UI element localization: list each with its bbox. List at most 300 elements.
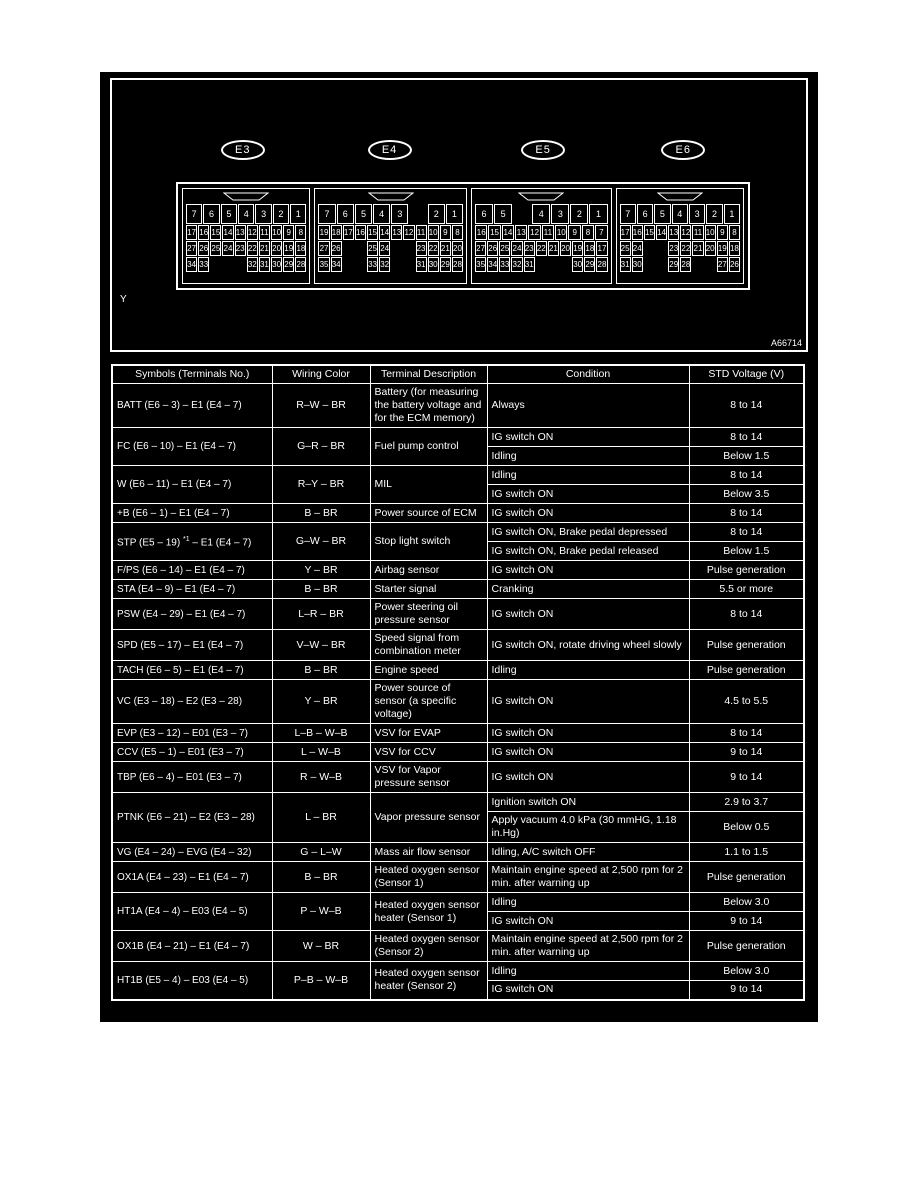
pin-e3-7: 7 xyxy=(186,204,202,224)
table-row xyxy=(112,384,804,428)
symbol-cell: HT1A (E4 – 4) – E03 (E4 – 5) xyxy=(112,893,272,931)
symbol-cell: TACH (E6 – 5) – E1 (E4 – 7) xyxy=(112,661,272,680)
pin-e5-12: 12 xyxy=(528,225,540,240)
pin-e5-18: 18 xyxy=(584,241,595,256)
table-row xyxy=(112,599,804,630)
description-cell: Heated oxygen sensor heater (Sensor 1) xyxy=(370,893,487,931)
pin-e6-30: 30 xyxy=(632,257,643,272)
pin-row xyxy=(318,241,463,256)
pin-e6-5: 5 xyxy=(654,204,670,224)
pin-e6-29: 29 xyxy=(668,257,679,272)
pin-row xyxy=(475,241,608,256)
connector-latch-icon xyxy=(657,192,703,201)
connector-diagram xyxy=(110,78,808,352)
wiring-color-cell: G–W – BR xyxy=(272,523,370,561)
pin-e6-15: 15 xyxy=(644,225,655,240)
pin-e5-34: 34 xyxy=(487,257,498,272)
pin-e3-6: 6 xyxy=(203,204,219,224)
voltage-cell: Below 3.0 xyxy=(689,962,804,981)
pin-e6-11: 11 xyxy=(692,225,703,240)
pin-e3-32: 32 xyxy=(247,257,258,272)
column-header-symbols: Symbols (Terminals No.) xyxy=(112,365,272,384)
symbol-cell: CCV (E5 – 1) – E01 (E3 – 7) xyxy=(112,743,272,762)
condition-cell: Idling, A/C switch OFF xyxy=(487,843,689,862)
pin-e4-31: 31 xyxy=(416,257,427,272)
symbol-cell: VG (E4 – 24) – EVG (E4 – 32) xyxy=(112,843,272,862)
condition-cell: IG switch ON, Brake pedal released xyxy=(487,542,689,561)
condition-cell: IG switch ON xyxy=(487,724,689,743)
pin-e6-7: 7 xyxy=(620,204,636,224)
condition-cell: Idling xyxy=(487,447,689,466)
pin-e5-19: 19 xyxy=(572,241,583,256)
condition-cell: IG switch ON xyxy=(487,561,689,580)
pin-e5-30: 30 xyxy=(572,257,583,272)
pin-row xyxy=(318,225,463,240)
pin-e3-12: 12 xyxy=(247,225,258,240)
wiring-color-cell: W – BR xyxy=(272,931,370,962)
wiring-color-cell: L – BR xyxy=(272,793,370,843)
wiring-color-cell: B – BR xyxy=(272,504,370,523)
connector-latch-icon xyxy=(518,192,564,201)
condition-cell: Maintain engine speed at 2,500 rpm for 2 min. after warning up xyxy=(487,862,689,893)
pin-e5-11: 11 xyxy=(542,225,554,240)
pin-e6-13: 13 xyxy=(668,225,679,240)
pin-row xyxy=(620,241,740,256)
pin-e3-27: 27 xyxy=(186,241,197,256)
pin-e3-10: 10 xyxy=(271,225,282,240)
column-header-terminal-description: Terminal Description xyxy=(370,365,487,384)
pin-e4-22: 22 xyxy=(428,241,439,256)
symbol-cell: OX1A (E4 – 23) – E1 (E4 – 7) xyxy=(112,862,272,893)
pin-row xyxy=(318,204,463,224)
table-header-row xyxy=(112,365,804,384)
table-row xyxy=(112,504,804,523)
symbol-cell: BATT (E6 – 3) – E1 (E4 – 7) xyxy=(112,384,272,428)
pin-e5-35: 35 xyxy=(475,257,486,272)
pin-e6-18: 18 xyxy=(729,241,740,256)
description-cell: Speed signal from combination meter xyxy=(370,630,487,661)
condition-cell: Cranking xyxy=(487,580,689,599)
pin-row xyxy=(475,257,608,272)
condition-cell: IG switch ON xyxy=(487,485,689,504)
table-row xyxy=(112,561,804,580)
symbol-cell: W (E6 – 11) – E1 (E4 – 7) xyxy=(112,466,272,504)
pin-e5-32: 32 xyxy=(511,257,522,272)
ecm-terminal-figure-panel xyxy=(100,72,818,1022)
pin-e3-5: 5 xyxy=(221,204,237,224)
pin-row xyxy=(318,257,463,272)
pin-e3-17: 17 xyxy=(186,225,197,240)
condition-cell: IG switch ON xyxy=(487,981,689,1000)
column-header-condition: Condition xyxy=(487,365,689,384)
voltage-cell: 9 to 14 xyxy=(689,981,804,1000)
connector-e4 xyxy=(314,188,467,284)
condition-cell: IG switch ON xyxy=(487,680,689,724)
description-cell: Stop light switch xyxy=(370,523,487,561)
pin-e3-2: 2 xyxy=(273,204,289,224)
voltage-cell: 9 to 14 xyxy=(689,912,804,931)
pin-e4-30: 30 xyxy=(428,257,439,272)
connector-label-e4: E4 xyxy=(368,140,412,160)
pin-e4-13: 13 xyxy=(391,225,402,240)
wiring-color-cell: P–B – W–B xyxy=(272,962,370,1000)
description-cell: Heated oxygen sensor (Sensor 1) xyxy=(370,862,487,893)
symbol-cell: FC (E6 – 10) – E1 (E4 – 7) xyxy=(112,428,272,466)
pin-e5-3: 3 xyxy=(551,204,569,224)
symbol-cell: HT1B (E5 – 4) – E03 (E4 – 5) xyxy=(112,962,272,1000)
pin-e4-27: 27 xyxy=(318,241,329,256)
description-cell: Airbag sensor xyxy=(370,561,487,580)
pin-e5-6: 6 xyxy=(475,204,493,224)
description-cell: VSV for Vapor pressure sensor xyxy=(370,762,487,793)
pin-e6-22: 22 xyxy=(680,241,691,256)
voltage-cell: 8 to 14 xyxy=(689,504,804,523)
pin-e5-26: 26 xyxy=(487,241,498,256)
voltage-cell: Below 1.5 xyxy=(689,542,804,561)
description-cell: Fuel pump control xyxy=(370,428,487,466)
voltage-cell: 8 to 14 xyxy=(689,724,804,743)
wiring-color-cell: R–W – BR xyxy=(272,384,370,428)
wiring-color-cell: R – W–B xyxy=(272,762,370,793)
connector-label-wrap xyxy=(470,140,617,160)
voltage-cell: 1.1 to 1.5 xyxy=(689,843,804,862)
pin-e5-20: 20 xyxy=(560,241,571,256)
wiring-color-cell: V–W – BR xyxy=(272,630,370,661)
pin-e5-13: 13 xyxy=(515,225,527,240)
pin-e4-18: 18 xyxy=(331,225,342,240)
connector-label-e3: E3 xyxy=(221,140,265,160)
description-cell: Battery (for measuring the battery voltage and for the ECM memory) xyxy=(370,384,487,428)
pin-e6-12: 12 xyxy=(680,225,691,240)
pin-e5-16: 16 xyxy=(475,225,487,240)
voltage-cell: 8 to 14 xyxy=(689,384,804,428)
condition-cell: IG switch ON xyxy=(487,504,689,523)
wiring-color-cell: P – W–B xyxy=(272,893,370,931)
description-cell: Vapor pressure sensor xyxy=(370,793,487,843)
condition-cell: Idling xyxy=(487,893,689,912)
wiring-color-cell: Y – BR xyxy=(272,680,370,724)
symbol-cell: EVP (E3 – 12) – E01 (E3 – 7) xyxy=(112,724,272,743)
pin-e3-24: 24 xyxy=(222,241,233,256)
wiring-color-cell: R–Y – BR xyxy=(272,466,370,504)
pin-row xyxy=(186,225,306,240)
pin-row xyxy=(186,204,306,224)
pin-e4-28: 28 xyxy=(452,257,463,272)
terminal-table xyxy=(111,364,805,1001)
description-cell: Engine speed xyxy=(370,661,487,680)
pin-e5-29: 29 xyxy=(584,257,595,272)
pin-e3-33: 33 xyxy=(198,257,209,272)
condition-cell: Maintain engine speed at 2,500 rpm for 2 min. after warning up xyxy=(487,931,689,962)
symbol-cell: VC (E3 – 18) – E2 (E3 – 28) xyxy=(112,680,272,724)
pin-e4-33: 33 xyxy=(367,257,378,272)
pin-e6-3: 3 xyxy=(689,204,705,224)
voltage-cell: Below 1.5 xyxy=(689,447,804,466)
pin-e3-30: 30 xyxy=(271,257,282,272)
connector-labels-row xyxy=(176,140,750,160)
pin-e3-29: 29 xyxy=(283,257,294,272)
pin-e6-20: 20 xyxy=(705,241,716,256)
description-cell: Power steering oil pressure sensor xyxy=(370,599,487,630)
pin-e5-10: 10 xyxy=(555,225,567,240)
description-cell: VSV for CCV xyxy=(370,743,487,762)
pin-e4-21: 21 xyxy=(440,241,451,256)
connector-e6 xyxy=(616,188,744,284)
wiring-color-cell: B – BR xyxy=(272,862,370,893)
pin-e4-34: 34 xyxy=(331,257,342,272)
condition-cell: IG switch ON xyxy=(487,912,689,931)
connector-e5 xyxy=(471,188,612,284)
symbol-cell: STA (E4 – 9) – E1 (E4 – 7) xyxy=(112,580,272,599)
voltage-cell: Below 3.5 xyxy=(689,485,804,504)
pin-e5-9: 9 xyxy=(568,225,580,240)
pin-e6-16: 16 xyxy=(632,225,643,240)
table-row xyxy=(112,931,804,962)
pin-e6-4: 4 xyxy=(672,204,688,224)
condition-cell: IG switch ON xyxy=(487,743,689,762)
wiring-color-cell: B – BR xyxy=(272,580,370,599)
pin-e4-29: 29 xyxy=(440,257,451,272)
wiring-color-cell: L–R – BR xyxy=(272,599,370,630)
pin-e5-28: 28 xyxy=(596,257,607,272)
connector-latch-icon xyxy=(223,192,269,201)
pin-e6-6: 6 xyxy=(637,204,653,224)
pin-row xyxy=(620,257,740,272)
pin-e6-10: 10 xyxy=(705,225,716,240)
table-row xyxy=(112,523,804,542)
pin-e6-24: 24 xyxy=(632,241,643,256)
pin-e5-8: 8 xyxy=(582,225,594,240)
pin-e4-10: 10 xyxy=(428,225,439,240)
pin-e3-8: 8 xyxy=(295,225,306,240)
pin-e4-17: 17 xyxy=(343,225,354,240)
pin-e3-1: 1 xyxy=(290,204,306,224)
pin-e3-16: 16 xyxy=(198,225,209,240)
pin-e5-24: 24 xyxy=(511,241,522,256)
pin-e4-1: 1 xyxy=(446,204,463,224)
condition-cell: Always xyxy=(487,384,689,428)
connector-label-wrap xyxy=(617,140,750,160)
description-cell: Heated oxygen sensor (Sensor 2) xyxy=(370,931,487,962)
pin-e5-25: 25 xyxy=(499,241,510,256)
condition-cell: Apply vacuum 4.0 kPa (30 mmHG, 1.18 in.Hg) xyxy=(487,812,689,843)
description-cell: Power source of ECM xyxy=(370,504,487,523)
table-row xyxy=(112,428,804,447)
pin-row xyxy=(620,204,740,224)
pin-e6-2: 2 xyxy=(706,204,722,224)
description-cell: Power source of sensor (a specific voltage) xyxy=(370,680,487,724)
description-cell: Heated oxygen sensor heater (Sensor 2) xyxy=(370,962,487,1000)
pin-e3-20: 20 xyxy=(271,241,282,256)
symbol-cell: PTNK (E6 – 21) – E2 (E3 – 28) xyxy=(112,793,272,843)
pin-e4-3: 3 xyxy=(391,204,408,224)
condition-cell: Ignition switch ON xyxy=(487,793,689,812)
voltage-cell: 4.5 to 5.5 xyxy=(689,680,804,724)
description-cell: VSV for EVAP xyxy=(370,724,487,743)
orientation-label: Y xyxy=(120,294,127,305)
condition-cell: Idling xyxy=(487,962,689,981)
pin-row xyxy=(186,241,306,256)
pin-e4-6: 6 xyxy=(337,204,354,224)
symbol-cell: SPD (E5 – 17) – E1 (E4 – 7) xyxy=(112,630,272,661)
pin-e5-31: 31 xyxy=(524,257,535,272)
symbol-cell: PSW (E4 – 29) – E1 (E4 – 7) xyxy=(112,599,272,630)
pin-e4-19: 19 xyxy=(318,225,329,240)
voltage-cell: Below 3.0 xyxy=(689,893,804,912)
pin-e3-21: 21 xyxy=(259,241,270,256)
table-row xyxy=(112,962,804,981)
wiring-color-cell: Y – BR xyxy=(272,561,370,580)
pin-e3-18: 18 xyxy=(295,241,306,256)
description-cell: MIL xyxy=(370,466,487,504)
condition-cell: IG switch ON xyxy=(487,428,689,447)
pin-e5-2: 2 xyxy=(570,204,588,224)
wiring-color-cell: L–B – W–B xyxy=(272,724,370,743)
pin-e6-8: 8 xyxy=(729,225,740,240)
pin-e5-15: 15 xyxy=(488,225,500,240)
pin-row xyxy=(620,225,740,240)
voltage-cell: Below 0.5 xyxy=(689,812,804,843)
pin-e6-14: 14 xyxy=(656,225,667,240)
table-row xyxy=(112,862,804,893)
pin-e5-27: 27 xyxy=(475,241,486,256)
symbol-cell: STP (E5 – 19) $^{*1}$ – E1 (E4 – 7) xyxy=(112,523,272,561)
wiring-color-cell: L – W–B xyxy=(272,743,370,762)
pin-e6-23: 23 xyxy=(668,241,679,256)
figure-code: A66714 xyxy=(770,338,802,348)
condition-cell: Idling xyxy=(487,661,689,680)
symbol-cell: TBP (E6 – 4) – E01 (E3 – 7) xyxy=(112,762,272,793)
pin-e4-12: 12 xyxy=(403,225,414,240)
condition-cell: Idling xyxy=(487,466,689,485)
pin-e4-24: 24 xyxy=(379,241,390,256)
pin-e4-15: 15 xyxy=(367,225,378,240)
pin-e3-3: 3 xyxy=(255,204,271,224)
pin-e5-21: 21 xyxy=(548,241,559,256)
condition-cell: IG switch ON, Brake pedal depressed xyxy=(487,523,689,542)
connector-label-wrap xyxy=(176,140,309,160)
voltage-cell: 8 to 14 xyxy=(689,466,804,485)
pin-e4-35: 35 xyxy=(318,257,329,272)
pin-e6-27: 27 xyxy=(717,257,728,272)
pin-e3-14: 14 xyxy=(222,225,233,240)
connector-e3 xyxy=(182,188,310,284)
pin-e5-1: 1 xyxy=(589,204,607,224)
voltage-cell: Pulse generation xyxy=(689,862,804,893)
pin-e5-4: 4 xyxy=(532,204,550,224)
pin-e5-22: 22 xyxy=(536,241,547,256)
pin-e6-17: 17 xyxy=(620,225,631,240)
pin-e6-25: 25 xyxy=(620,241,631,256)
connector-label-e6: E6 xyxy=(661,140,705,160)
pin-row xyxy=(475,204,608,224)
pin-e3-15: 15 xyxy=(210,225,221,240)
pin-e6-28: 28 xyxy=(680,257,691,272)
column-header-wiring-color: Wiring Color xyxy=(272,365,370,384)
table-row xyxy=(112,661,804,680)
table-row xyxy=(112,724,804,743)
pin-e4-9: 9 xyxy=(440,225,451,240)
pin-e5-14: 14 xyxy=(502,225,514,240)
pin-e3-11: 11 xyxy=(259,225,270,240)
pin-e4-4: 4 xyxy=(373,204,390,224)
table-row xyxy=(112,893,804,912)
voltage-cell: 9 to 14 xyxy=(689,743,804,762)
symbol-cell: +B (E6 – 1) – E1 (E4 – 7) xyxy=(112,504,272,523)
voltage-cell: 2.9 to 3.7 xyxy=(689,793,804,812)
pin-e6-26: 26 xyxy=(729,257,740,272)
voltage-cell: Pulse generation xyxy=(689,661,804,680)
table-row xyxy=(112,793,804,812)
description-cell: Starter signal xyxy=(370,580,487,599)
pin-e3-28: 28 xyxy=(295,257,306,272)
connector-label-e5: E5 xyxy=(521,140,565,160)
pin-e4-11: 11 xyxy=(416,225,427,240)
symbol-cell: OX1B (E4 – 21) – E1 (E4 – 7) xyxy=(112,931,272,962)
pin-e3-19: 19 xyxy=(283,241,294,256)
connector-label-wrap xyxy=(309,140,469,160)
pin-e3-25: 25 xyxy=(210,241,221,256)
wiring-color-cell: G – L–W xyxy=(272,843,370,862)
pin-e5-5: 5 xyxy=(494,204,512,224)
pin-row xyxy=(475,225,608,240)
wiring-color-cell: G–R – BR xyxy=(272,428,370,466)
table-row xyxy=(112,630,804,661)
pin-e4-20: 20 xyxy=(452,241,463,256)
table-row xyxy=(112,680,804,724)
pin-e3-13: 13 xyxy=(235,225,246,240)
condition-cell: IG switch ON, rotate driving wheel slowly xyxy=(487,630,689,661)
pin-e3-31: 31 xyxy=(259,257,270,272)
pin-e4-32: 32 xyxy=(379,257,390,272)
table-row xyxy=(112,580,804,599)
pin-e4-26: 26 xyxy=(331,241,342,256)
table-row xyxy=(112,466,804,485)
pin-e3-34: 34 xyxy=(186,257,197,272)
pin-e4-5: 5 xyxy=(355,204,372,224)
description-cell: Mass air flow sensor xyxy=(370,843,487,862)
pin-e4-7: 7 xyxy=(318,204,335,224)
pin-e4-16: 16 xyxy=(355,225,366,240)
pin-e5-33: 33 xyxy=(499,257,510,272)
pin-e6-19: 19 xyxy=(717,241,728,256)
voltage-cell: Pulse generation xyxy=(689,931,804,962)
pin-e6-1: 1 xyxy=(724,204,740,224)
voltage-cell: Pulse generation xyxy=(689,630,804,661)
pin-e3-23: 23 xyxy=(235,241,246,256)
wiring-color-cell: B – BR xyxy=(272,661,370,680)
symbol-cell: F/PS (E6 – 14) – E1 (E4 – 7) xyxy=(112,561,272,580)
condition-cell: IG switch ON xyxy=(487,762,689,793)
pin-e3-9: 9 xyxy=(283,225,294,240)
voltage-cell: 5.5 or more xyxy=(689,580,804,599)
table-row xyxy=(112,843,804,862)
voltage-cell: 9 to 14 xyxy=(689,762,804,793)
voltage-cell: Pulse generation xyxy=(689,561,804,580)
pin-e6-21: 21 xyxy=(692,241,703,256)
pin-e3-26: 26 xyxy=(198,241,209,256)
pin-row xyxy=(186,257,306,272)
voltage-cell: 8 to 14 xyxy=(689,523,804,542)
pin-e5-7: 7 xyxy=(595,225,607,240)
column-header-std-voltage: STD Voltage (V) xyxy=(689,365,804,384)
pin-e6-9: 9 xyxy=(717,225,728,240)
table-row xyxy=(112,762,804,793)
table-row xyxy=(112,743,804,762)
pin-e5-17: 17 xyxy=(596,241,607,256)
pin-e4-14: 14 xyxy=(379,225,390,240)
footnote-marker: *1 xyxy=(182,536,190,544)
